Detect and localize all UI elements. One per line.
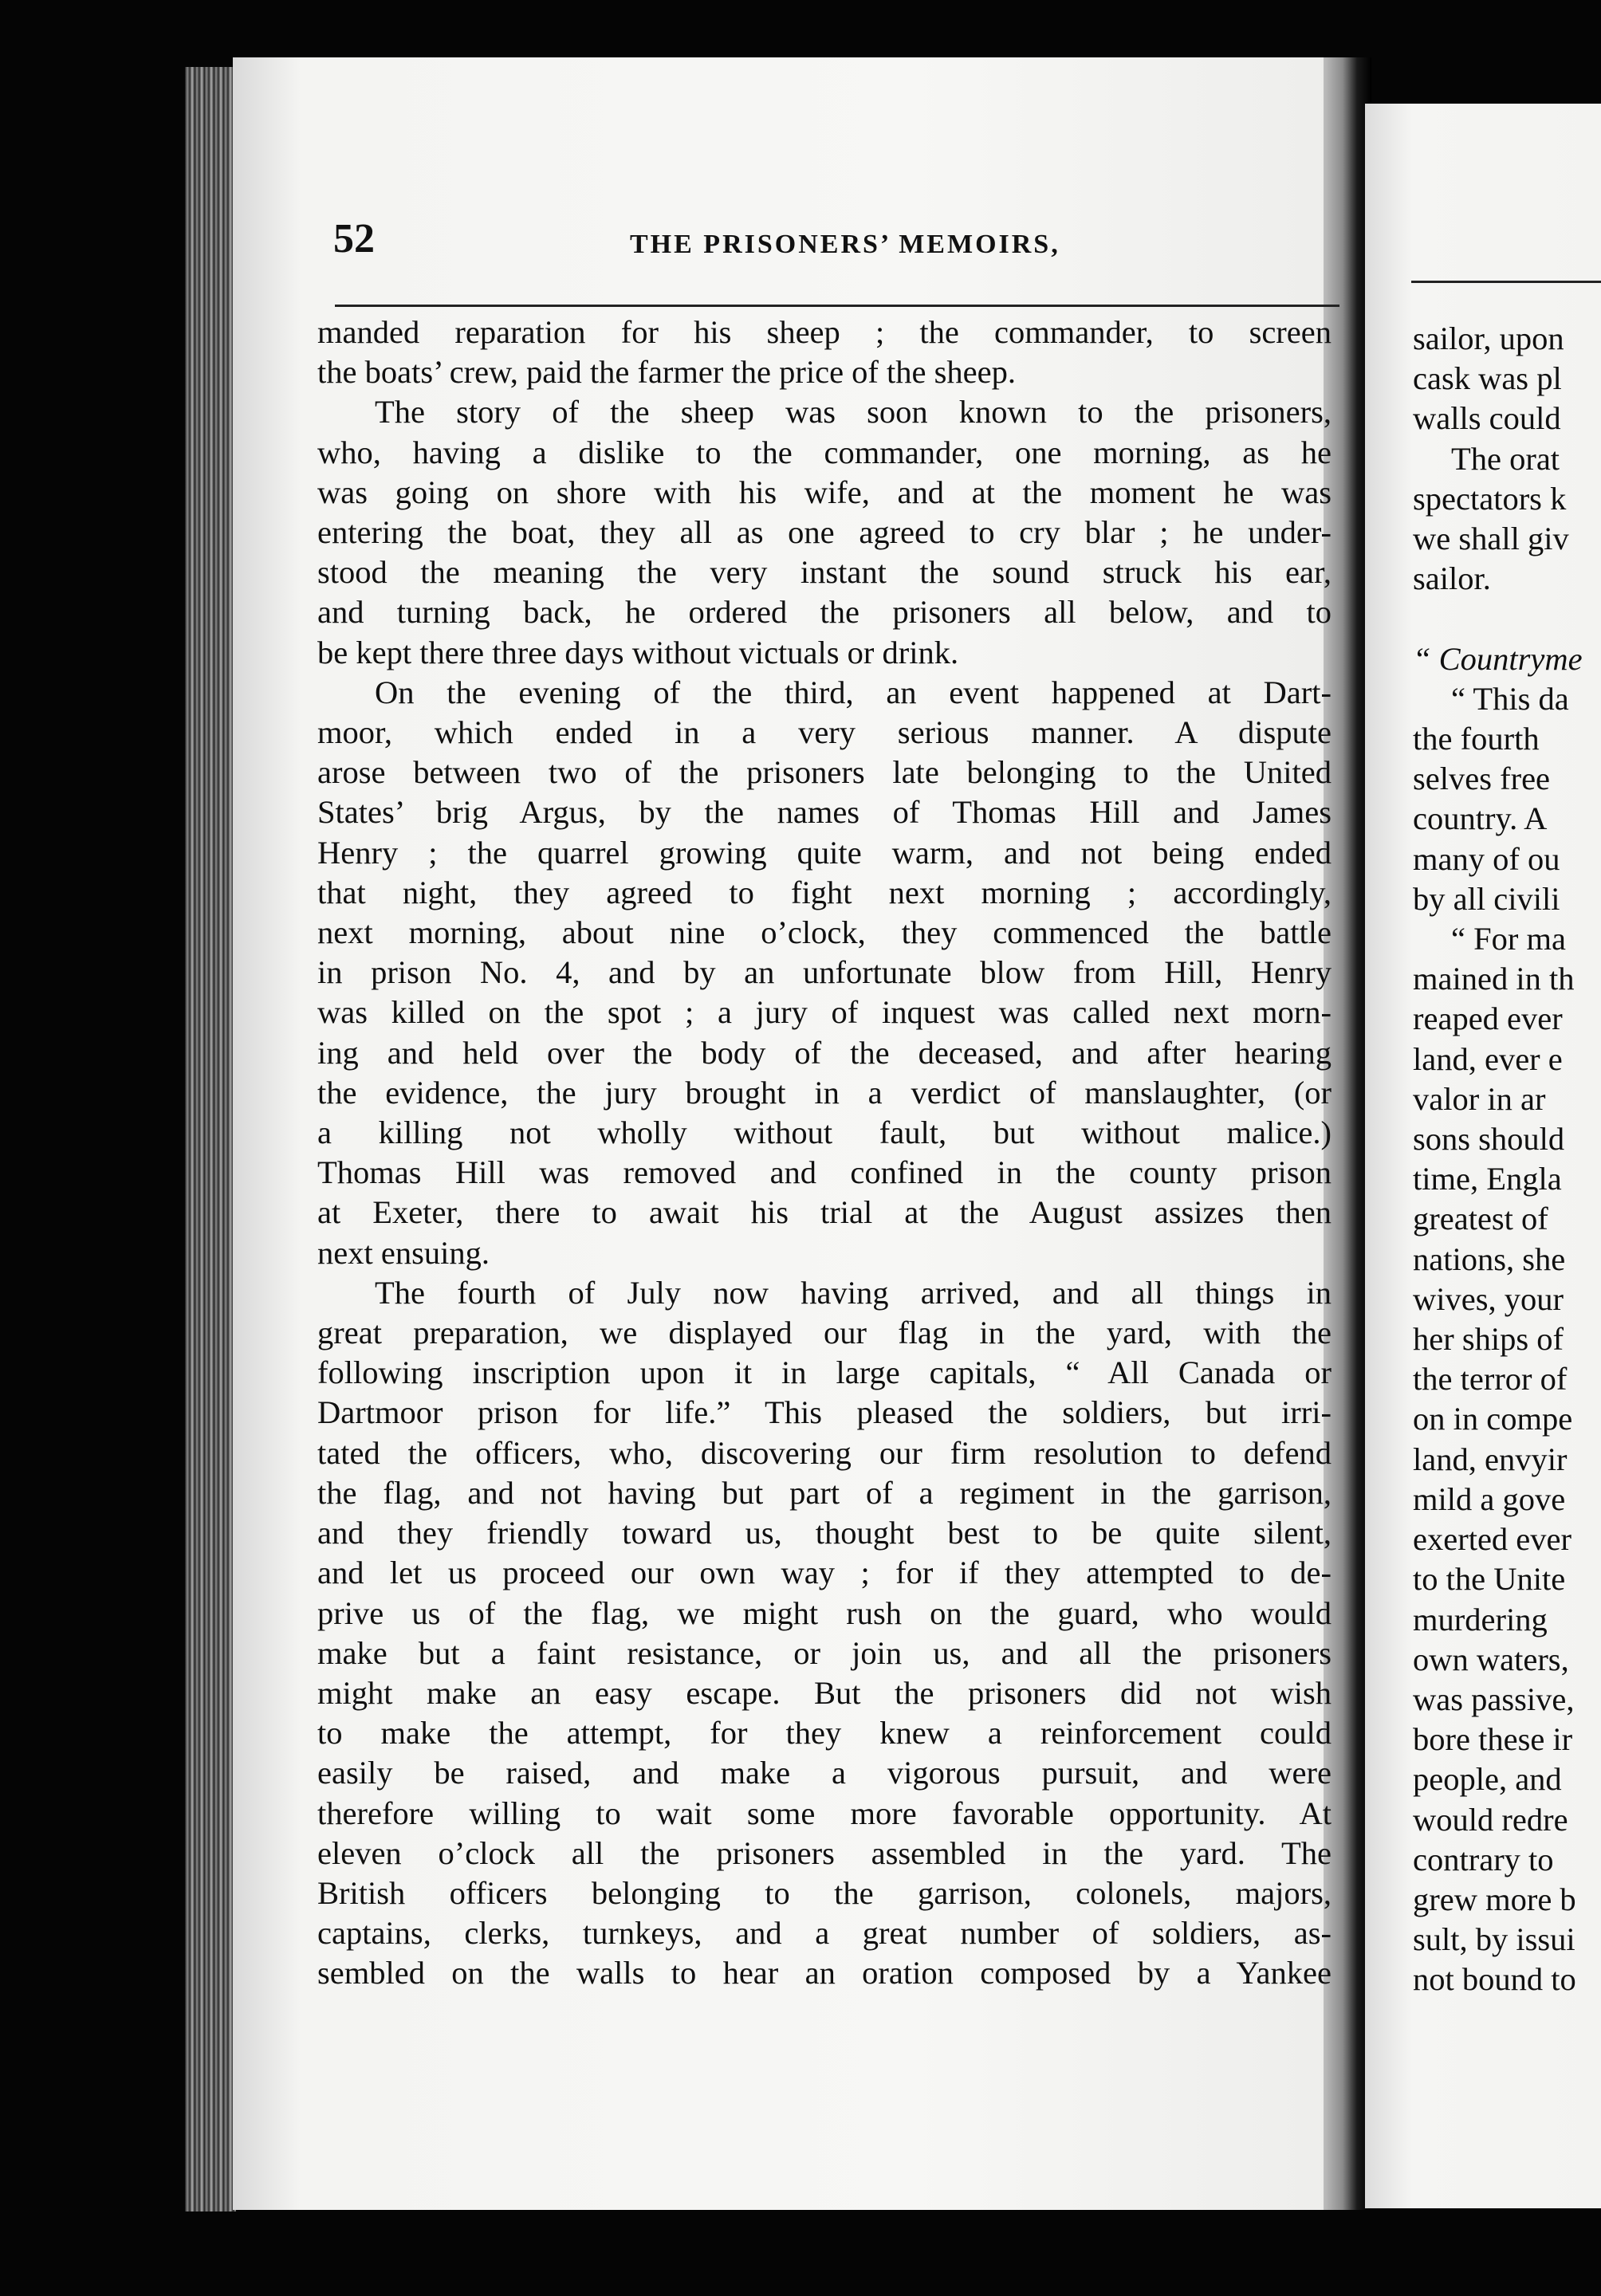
text-line: the fourth — [1413, 721, 1540, 757]
text-line: prive us of the flag, we might rush on the guard, who would — [317, 1594, 1332, 1631]
text-line: spectators k — [1413, 480, 1567, 517]
text-line: at Exeter, there to await his trial at the August assizes then — [317, 1194, 1332, 1231]
text-line: British officers belonging to the garrison, colonels, majors, — [317, 1874, 1332, 1911]
text-line: “ This da — [1451, 680, 1569, 717]
text-line: easily be raised, and make a vigorous pursuit, and were — [317, 1755, 1332, 1791]
text-line: the flag, and not having but part of a regiment in the garrison, — [317, 1474, 1332, 1511]
text-line: next ensuing. — [317, 1234, 490, 1271]
text-line: States’ brig Argus, by the names of Thomas Hill and James — [317, 794, 1332, 831]
text-line: in prison No. 4, and by an unfortunate blow from Hill, Henry — [317, 954, 1332, 991]
text-line: Dartmoor prison for life.” This pleased the soldiers, but irri- — [317, 1394, 1332, 1431]
text-line: and let us proceed our own way ; for if they attempted to de- — [317, 1555, 1332, 1591]
text-line: bore these ir — [1413, 1721, 1573, 1758]
text-line: “ Countryme — [1413, 640, 1583, 677]
text-line: be kept there three days without victuals or drink. — [317, 634, 959, 670]
text-line: “ For ma — [1451, 921, 1566, 957]
text-line: who, having a dislike to the commander, one morning, as he — [317, 434, 1332, 470]
text-line: not bound to — [1413, 1961, 1576, 1998]
text-line: a killing not wholly without fault, but without malice.) — [317, 1115, 1332, 1151]
right-header-rule — [1411, 281, 1601, 283]
text-line: Henry ; the quarrel growing quite warm, and not being ended — [317, 834, 1332, 871]
text-line: to the Unite — [1413, 1561, 1566, 1598]
text-line: sult, by issui — [1413, 1921, 1575, 1958]
text-line: captains, clerks, turnkeys, and a great number of soldiers, as- — [317, 1915, 1332, 1952]
text-line: country. A — [1413, 800, 1548, 837]
text-line: next morning, about nine o’clock, they commenced the battle — [317, 914, 1332, 951]
text-line: that night, they agreed to fight next morning ; accordingly, — [317, 874, 1332, 910]
text-line: grew more b — [1413, 1881, 1576, 1917]
text-line: by all civili — [1413, 880, 1560, 917]
text-line: valor in ar — [1413, 1080, 1546, 1117]
text-line: therefore willing to wait some more favorable opportunity. At — [317, 1795, 1332, 1831]
text-line: arose between two of the prisoners late belonging to the United — [317, 754, 1332, 791]
page-header — [333, 215, 1339, 263]
text-line: selves free — [1413, 761, 1551, 797]
text-line: ing and held over the body of the deceased, and after hearing — [317, 1034, 1332, 1071]
text-line: manded reparation for his sheep ; the commander, to screen — [317, 314, 1332, 350]
text-line: tated the officers, who, discovering our firm resolution to defend — [317, 1434, 1332, 1471]
text-line: The story of the sheep was soon known to the prisoners, — [375, 394, 1332, 431]
text-line: land, envyir — [1413, 1441, 1568, 1477]
text-line: mild a gove — [1413, 1480, 1566, 1517]
text-line: sembled on the walls to hear an oration composed by a Yankee — [317, 1955, 1332, 1991]
header-rule — [335, 305, 1339, 307]
text-line: might make an easy escape. But the prisoners did not wish — [317, 1674, 1332, 1711]
text-line: time, Engla — [1413, 1161, 1562, 1197]
text-line: we shall giv — [1413, 521, 1569, 557]
text-line: On the evening of the third, an event happened at Dart- — [375, 674, 1332, 710]
text-line — [1413, 599, 1601, 639]
text-line: was going on shore with his wife, and at the moment he was — [317, 474, 1332, 510]
book-spine-edge — [185, 67, 236, 2211]
text-line: contrary to — [1413, 1841, 1554, 1877]
text-line: would redre — [1413, 1801, 1568, 1838]
text-line: The orat — [1451, 440, 1560, 477]
text-line: reaped ever — [1413, 1001, 1563, 1037]
text-line: eleven o’clock all the prisoners assembled in the yard. The — [317, 1834, 1332, 1871]
right-page-text — [1413, 319, 1601, 2000]
text-line: stood the meaning the very instant the sound struck his ear, — [317, 554, 1332, 591]
text-line: land, ever e — [1413, 1040, 1563, 1077]
text-line: the boats’ crew, paid the farmer the price of the sheep. — [317, 354, 1016, 391]
text-line: the evidence, the jury brought in a verdict of manslaughter, (or — [317, 1074, 1332, 1111]
text-line: exerted ever — [1413, 1521, 1571, 1558]
text-line: sailor, upon — [1413, 320, 1564, 356]
text-line: sailor. — [1413, 560, 1491, 597]
text-line: was passive, — [1413, 1681, 1575, 1717]
text-line: entering the boat, they all as one agreed to cry blar ; he under- — [317, 514, 1332, 551]
text-line: many of ou — [1413, 840, 1560, 877]
right-page — [1365, 104, 1601, 2208]
text-line: and they friendly toward us, thought best to be quite silent, — [317, 1515, 1332, 1551]
text-line: The fourth of July now having arrived, and all things in — [375, 1274, 1332, 1311]
text-line: and turning back, he ordered the prisoners all below, and to — [317, 594, 1332, 631]
text-line: following inscription upon it in large capitals, “ All Canada or — [317, 1354, 1332, 1391]
text-line: walls could — [1413, 400, 1561, 437]
text-line: sons should — [1413, 1121, 1565, 1158]
text-line: on in compe — [1413, 1401, 1573, 1437]
text-line: murdering — [1413, 1601, 1548, 1637]
text-line: own waters, — [1413, 1641, 1569, 1677]
text-line: greatest of — [1413, 1201, 1548, 1237]
text-line: her ships of — [1413, 1321, 1564, 1358]
text-line: great preparation, we displayed our flag in the yard, with the — [317, 1315, 1332, 1351]
left-page-text — [317, 313, 1332, 1994]
text-line: nations, she — [1413, 1240, 1566, 1277]
text-line: cask was pl — [1413, 360, 1562, 397]
text-line: mained in th — [1413, 961, 1575, 997]
text-line: moor, which ended in a very serious manner. A dispute — [317, 714, 1332, 751]
page-number: 52 — [333, 216, 375, 261]
running-head: THE PRISONERS’ MEMOIRS, — [630, 230, 1060, 259]
text-line: make but a faint resistance, or join us, and all the prisoners — [317, 1634, 1332, 1671]
text-line: the terror of — [1413, 1361, 1568, 1398]
text-line: was killed on the spot ; a jury of inquest was called next morn- — [317, 994, 1332, 1031]
text-line: Thomas Hill was removed and confined in the county prison — [317, 1154, 1332, 1191]
text-line: people, and — [1413, 1761, 1562, 1798]
text-line: wives, your — [1413, 1280, 1564, 1317]
text-line: to make the attempt, for they knew a reinforcement could — [317, 1715, 1332, 1751]
